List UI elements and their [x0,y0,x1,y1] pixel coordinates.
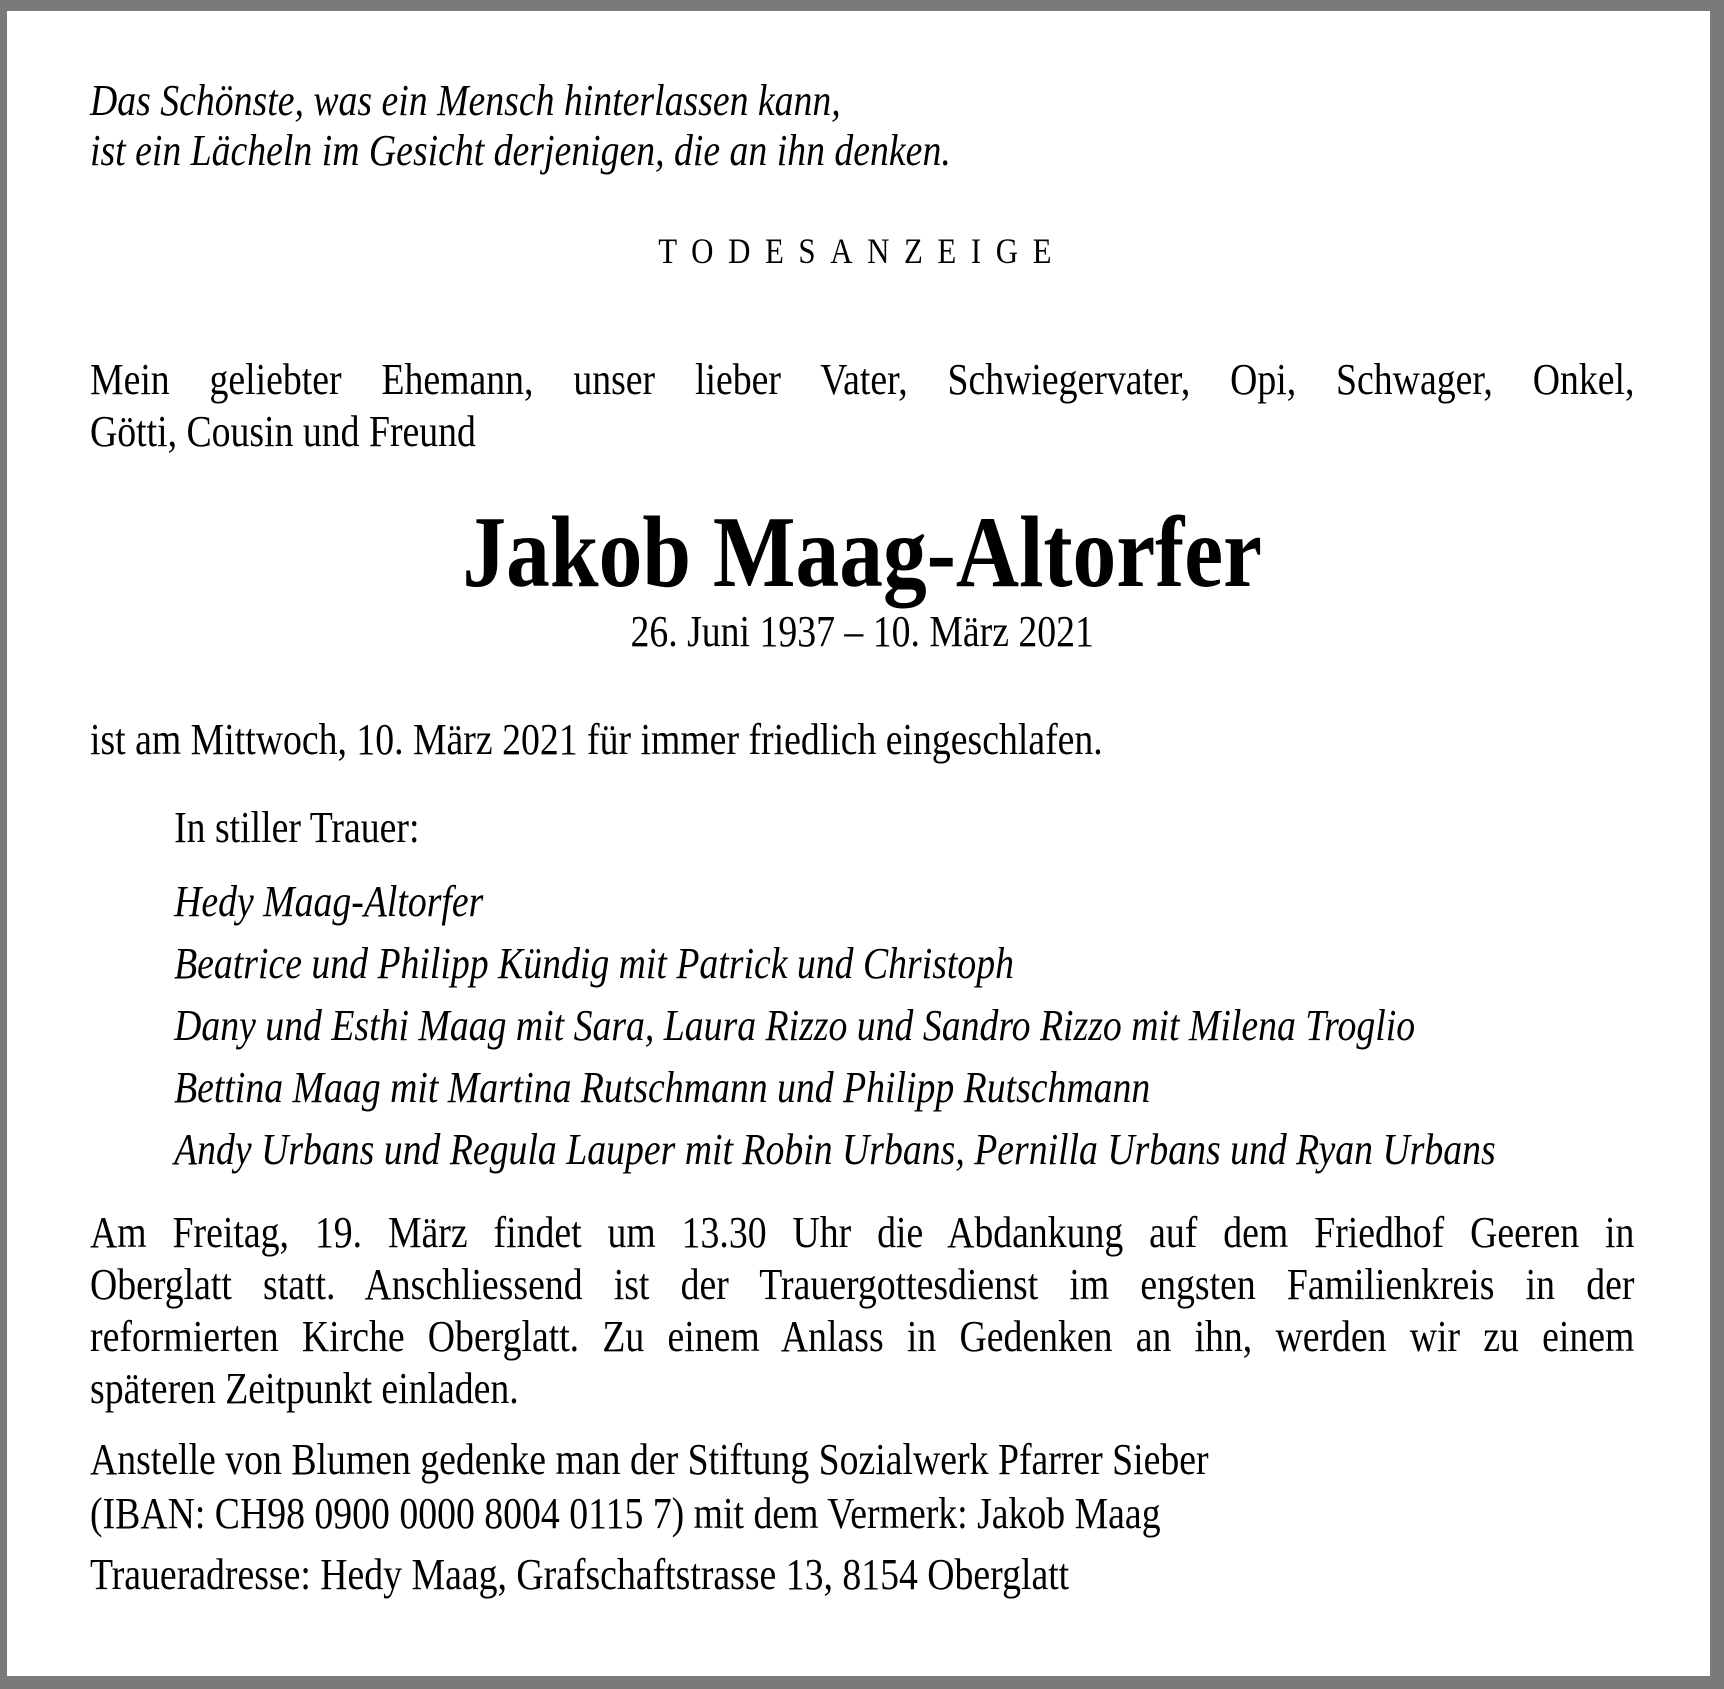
mourner-line: Andy Urbans und Regula Lauper mit Robin Urbans, Pernilla Urbans und Ryan Urbans [174,1125,1496,1174]
funeral-line: Oberglatt statt. Anschliessend ist der Trauergottesdienst im engsten Familienkreis in der [90,1260,1635,1309]
funeral-line: reformierten Kirche Oberglatt. Zu einem Anlass in Gedenken an ihn, werden wir zu einem [90,1312,1635,1361]
intro-line: Mein geliebter Ehemann, unser lieber Vater, Schwiegervater, Opi, Schwager, Onkel, [90,355,1635,404]
donation-paragraph [90,1433,1634,1541]
mourners-list [90,871,1634,1181]
mourning-address: Traueradresse: Hedy Maag, Grafschaftstrasse 13, 8154 Oberglatt [90,1550,1070,1599]
intro-paragraph [90,354,1634,458]
deceased-name: Jakob Maag-Altorfer [462,496,1263,609]
scan-frame-left [0,11,7,1676]
intro-line: Götti, Cousin und Freund [90,407,476,456]
epigraph-line: Das Schönste, was ein Mensch hinterlassen kann, [90,76,841,125]
deceased-dates: 26. Juni 1937 – 10. März 2021 [630,607,1094,656]
funeral-line: Am Freitag, 19. März findet um 13.30 Uhr die Abdankung auf dem Friedhof Geeren in [90,1208,1635,1257]
mourner-line: Hedy Maag-Altorfer [174,877,484,926]
funeral-paragraph [90,1207,1634,1415]
mourner-line: Bettina Maag mit Martina Rutschmann und Philipp Rutschmann [174,1063,1151,1112]
death-statement: ist am Mittwoch, 10. März 2021 für immer friedlich eingeschlafen. [90,715,1103,764]
epigraph-quote [90,76,1634,176]
epigraph-line: ist ein Lächeln im Gesicht derjenigen, die an ihn denken. [90,126,951,175]
todesanzeige-label: TODESANZEIGE [658,231,1067,271]
funeral-line: späteren Zeitpunkt einladen. [90,1364,519,1413]
mourner-line: Beatrice und Philipp Kündig mit Patrick und Christoph [174,939,1015,988]
donation-line: Anstelle von Blumen gedenke man der Stiftung Sozialwerk Pfarrer Sieber [90,1435,1209,1484]
obituary-content [90,0,1634,1689]
scan-frame-right [1710,11,1724,1676]
mourning-heading: In stiller Trauer: [174,803,420,852]
donation-line: (IBAN: CH98 0900 0000 8004 0115 7) mit dem Vermerk: Jakob Maag [90,1489,1161,1538]
mourner-line: Dany und Esthi Maag mit Sara, Laura Rizzo und Sandro Rizzo mit Milena Troglio [174,1001,1416,1050]
